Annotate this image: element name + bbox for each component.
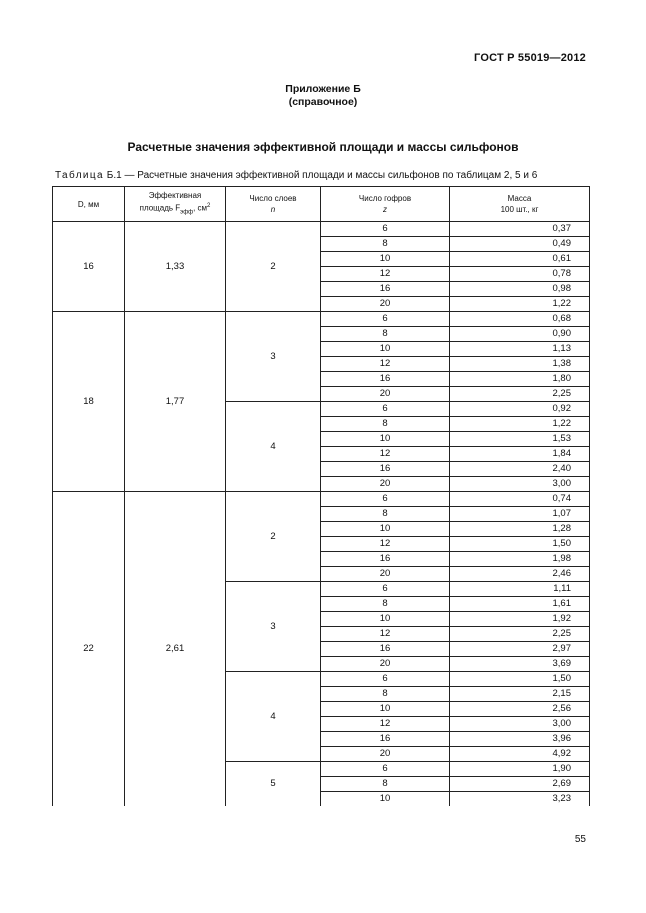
section-title: Расчетные значения эффективной площади и массы сильфонов bbox=[127, 140, 519, 154]
cell-folds: 20 bbox=[321, 297, 450, 312]
cell-folds: 8 bbox=[321, 507, 450, 522]
cell-folds: 12 bbox=[321, 357, 450, 372]
cell-folds: 12 bbox=[321, 627, 450, 642]
standard-header: ГОСТ Р 55019—2012 bbox=[474, 52, 586, 64]
cell-mass: 2,15 bbox=[450, 687, 590, 702]
cell-mass: 2,25 bbox=[450, 627, 590, 642]
cell-layers: 4 bbox=[226, 672, 321, 762]
col-header-folds bbox=[321, 187, 450, 222]
appendix-title: Приложение Б bbox=[285, 83, 361, 95]
table-header-row bbox=[53, 187, 590, 222]
cell-folds: 16 bbox=[321, 642, 450, 657]
cell-mass: 2,25 bbox=[450, 387, 590, 402]
cell-mass: 1,84 bbox=[450, 447, 590, 462]
col-header-mass-line2: 100 шт., кг bbox=[500, 205, 539, 214]
cell-folds: 12 bbox=[321, 267, 450, 282]
cell-folds: 10 bbox=[321, 702, 450, 717]
col-header-area-line2: площадь F bbox=[139, 203, 181, 213]
cell-mass: 1,22 bbox=[450, 297, 590, 312]
cell-area: 2,61 bbox=[125, 492, 226, 807]
cell-area: 1,33 bbox=[125, 222, 226, 312]
appendix-subtitle: (справочное) bbox=[288, 96, 358, 108]
col-header-area-sup: 2 bbox=[207, 202, 211, 209]
cell-mass: 2,40 bbox=[450, 462, 590, 477]
col-header-layers bbox=[226, 187, 321, 222]
cell-diameter: 22 bbox=[53, 492, 125, 807]
cell-mass: 1,28 bbox=[450, 522, 590, 537]
cell-mass: 3,23 bbox=[450, 792, 590, 807]
col-header-diameter-text: D, мм bbox=[77, 199, 100, 209]
cell-mass: 1,13 bbox=[450, 342, 590, 357]
cell-mass: 1,53 bbox=[450, 432, 590, 447]
cell-mass: 3,00 bbox=[450, 717, 590, 732]
cell-folds: 6 bbox=[321, 582, 450, 597]
cell-folds: 6 bbox=[321, 492, 450, 507]
cell-mass: 0,98 bbox=[450, 282, 590, 297]
cell-mass: 3,96 bbox=[450, 732, 590, 747]
cell-mass: 0,90 bbox=[450, 327, 590, 342]
cell-folds: 12 bbox=[321, 447, 450, 462]
cell-folds: 8 bbox=[321, 327, 450, 342]
table-row bbox=[53, 492, 590, 507]
cell-mass: 1,61 bbox=[450, 597, 590, 612]
cell-folds: 6 bbox=[321, 402, 450, 417]
cell-mass: 0,68 bbox=[450, 312, 590, 327]
cell-diameter: 18 bbox=[53, 312, 125, 492]
cell-folds: 6 bbox=[321, 222, 450, 237]
cell-mass: 2,46 bbox=[450, 567, 590, 582]
col-header-layers-line2: n bbox=[270, 205, 276, 214]
cell-mass: 1,38 bbox=[450, 357, 590, 372]
cell-folds: 8 bbox=[321, 687, 450, 702]
col-header-layers-line1: Число слоев bbox=[249, 194, 297, 203]
cell-mass: 3,00 bbox=[450, 477, 590, 492]
cell-diameter: 16 bbox=[53, 222, 125, 312]
cell-folds: 8 bbox=[321, 237, 450, 252]
cell-folds: 16 bbox=[321, 372, 450, 387]
cell-folds: 20 bbox=[321, 657, 450, 672]
cell-mass: 2,69 bbox=[450, 777, 590, 792]
cell-mass: 0,61 bbox=[450, 252, 590, 267]
col-header-area-sub: эфф bbox=[180, 209, 194, 216]
cell-layers: 2 bbox=[226, 492, 321, 582]
cell-folds: 10 bbox=[321, 522, 450, 537]
cell-mass: 0,78 bbox=[450, 267, 590, 282]
cell-folds: 16 bbox=[321, 462, 450, 477]
col-header-area-line1: Эффективная bbox=[148, 190, 202, 200]
cell-folds: 20 bbox=[321, 477, 450, 492]
cell-mass: 0,37 bbox=[450, 222, 590, 237]
cell-folds: 8 bbox=[321, 417, 450, 432]
col-header-mass bbox=[450, 187, 590, 222]
col-header-diameter bbox=[53, 187, 125, 222]
table-caption bbox=[55, 170, 537, 181]
col-header-area-unit: , см bbox=[193, 203, 208, 213]
cell-folds: 12 bbox=[321, 717, 450, 732]
cell-folds: 10 bbox=[321, 252, 450, 267]
cell-mass: 1,92 bbox=[450, 612, 590, 627]
cell-mass: 0,74 bbox=[450, 492, 590, 507]
cell-folds: 10 bbox=[321, 612, 450, 627]
cell-mass: 2,56 bbox=[450, 702, 590, 717]
cell-mass: 1,90 bbox=[450, 762, 590, 777]
cell-mass: 0,49 bbox=[450, 237, 590, 252]
cell-layers: 4 bbox=[226, 402, 321, 492]
cell-mass: 3,69 bbox=[450, 657, 590, 672]
col-header-folds-line1: Число гофров bbox=[358, 194, 412, 203]
cell-folds: 6 bbox=[321, 672, 450, 687]
cell-folds: 10 bbox=[321, 342, 450, 357]
cell-folds: 10 bbox=[321, 432, 450, 447]
cell-folds: 8 bbox=[321, 597, 450, 612]
cell-mass: 4,92 bbox=[450, 747, 590, 762]
cell-folds: 20 bbox=[321, 387, 450, 402]
cell-folds: 20 bbox=[321, 567, 450, 582]
cell-folds: 6 bbox=[321, 312, 450, 327]
cell-folds: 16 bbox=[321, 282, 450, 297]
col-header-area bbox=[125, 187, 226, 222]
cell-mass: 0,92 bbox=[450, 402, 590, 417]
cell-mass: 1,11 bbox=[450, 582, 590, 597]
cell-layers: 5 bbox=[226, 762, 321, 807]
cell-layers: 2 bbox=[226, 222, 321, 312]
cell-mass: 1,22 bbox=[450, 417, 590, 432]
table-caption-text: Расчетные значения эффективной площади и массы сильфонов по таблицам 2, 5 и 6 bbox=[137, 170, 538, 181]
table-caption-number: Б.1 — bbox=[106, 170, 135, 181]
cell-folds: 8 bbox=[321, 777, 450, 792]
cell-mass: 1,07 bbox=[450, 507, 590, 522]
cell-mass: 1,80 bbox=[450, 372, 590, 387]
cell-folds: 16 bbox=[321, 552, 450, 567]
cell-mass: 1,98 bbox=[450, 552, 590, 567]
cell-mass: 2,97 bbox=[450, 642, 590, 657]
cell-mass: 1,50 bbox=[450, 537, 590, 552]
cell-folds: 12 bbox=[321, 537, 450, 552]
table-caption-label: Таблица bbox=[55, 170, 105, 181]
table-row bbox=[53, 222, 590, 237]
cell-layers: 3 bbox=[226, 312, 321, 402]
cell-mass: 1,50 bbox=[450, 672, 590, 687]
cell-folds: 16 bbox=[321, 732, 450, 747]
cell-folds: 10 bbox=[321, 792, 450, 807]
page-number: 55 bbox=[574, 834, 586, 845]
bellows-table bbox=[52, 186, 590, 806]
cell-folds: 20 bbox=[321, 747, 450, 762]
cell-area: 1,77 bbox=[125, 312, 226, 492]
cell-layers: 3 bbox=[226, 582, 321, 672]
table-row bbox=[53, 312, 590, 327]
cell-folds: 6 bbox=[321, 762, 450, 777]
col-header-folds-line2: z bbox=[383, 205, 387, 214]
table-body bbox=[53, 222, 590, 807]
col-header-mass-line1: Масса bbox=[507, 194, 532, 203]
